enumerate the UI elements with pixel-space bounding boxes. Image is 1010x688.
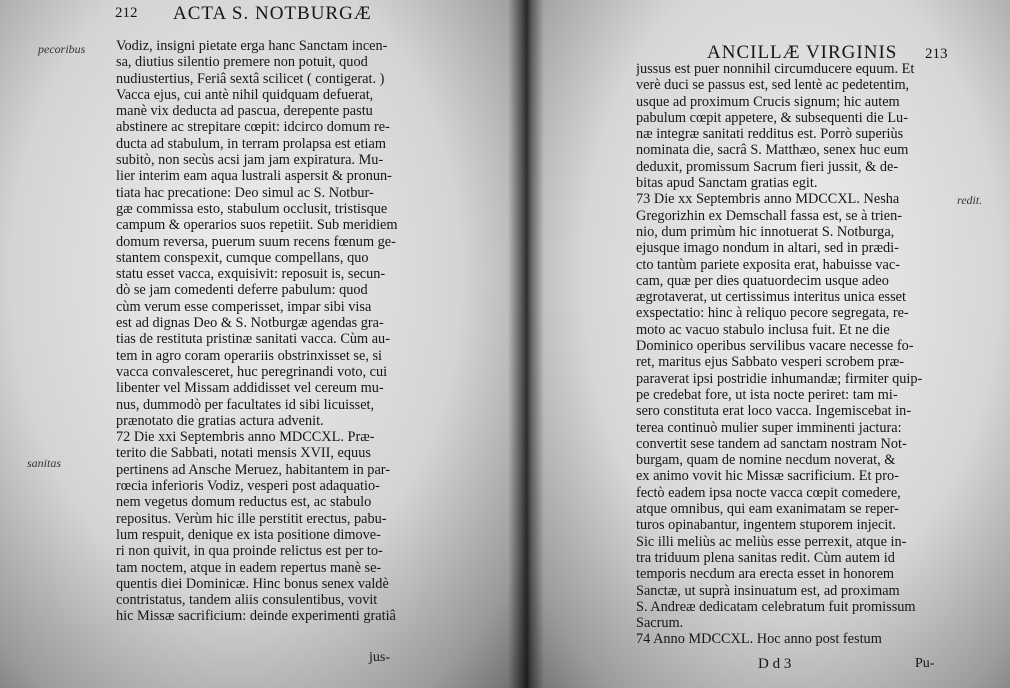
text-line: exspectatio: hinc à reliquo pecore segregata, re- [636,305,909,322]
text-line: subitò, non secùs acsi jam jam expiratura. Mu- [116,152,384,169]
text-line: Gregorizhin ex Demschall fassa est, se à trien- [636,207,902,224]
text-line: temporis necdum ara erecta esset in honorem [636,566,895,583]
text-line: sa, diutius silentio premere non potuit, quod [116,54,368,71]
text-line: prænotato die gratias actura advenit. [116,412,324,429]
text-line: cto tantùm pariete exposita erat, habuisse vac- [636,256,900,273]
left-catchword: jus- [369,650,390,665]
text-line: paraverat ipsi postridie inhumandæ; firmiter quip- [636,370,923,387]
text-line: tam noctem, atque in eadem repertus manè se- [116,559,382,576]
text-line: burgam, quam de nomine necdum noverat, & [636,452,896,469]
text-line: næ integræ sanitati redditus est. Porrò superiùs [636,126,904,143]
text-line: est ad dignas Deo & S. Notburgæ agendas gra- [116,315,384,332]
text-line: ex animo vovit hic Missæ sacrificium. Et pro- [636,468,899,485]
text-line: bitas apud Sanctam gratias egit. [636,175,818,192]
text-line: tias de restituta pristinæ sanitati vacca. Cùm au- [116,331,390,348]
text-line: ri non quivit, in qua proinde relictus est per to- [116,543,383,560]
text-line: ejusque imago nondum in altari, sed in prædi- [636,240,899,257]
right-running-head: ANCILLÆ VIRGINIS [707,42,898,63]
text-line: turos opinabantur, ingentem stuporem injecit. [636,517,896,534]
text-line: hic Missæ sacrificium: deinde experimenti gratiâ [116,608,396,625]
text-line: convertit sese tandem ad sanctam nostram Not- [636,435,907,452]
text-line: 72 Die xxi Septembris anno MDCCXL. Præ- [116,429,375,446]
text-line: lum respuit, denique ex ista positione dimove- [116,526,381,543]
text-line: verè duci se passus est, sed lentè ac pedetentim, [636,77,910,94]
text-line: Vodiz, insigni pietate erga hanc Sanctam incen- [116,38,388,54]
text-line: Dominico operibus servilibus vacare necesse fo- [636,338,914,355]
text-line: ducta ad stabulum, in terram prolapsa est etiam [116,135,386,152]
right-page-body [636,61,948,648]
book-gutter [508,0,544,688]
text-line: ret, maritus ejus Sabbato vesperi scrobem præ- [636,354,904,371]
text-line: dò se jam comedenti deferre pabulum: quod [116,282,368,299]
text-line: ægrotaverat, ut certissimus interitus unica esset [636,289,906,306]
text-line: campum & operarios suos repetiit. Sub meridiem [116,217,398,234]
text-line: libenter vel Missam addidisset vel cereum mu- [116,380,384,397]
text-line: 74 Anno MDCCXL. Hoc anno post festum [636,631,882,648]
right-page-number: 213 [925,46,948,62]
text-line: gæ commissa esto, stabulum occlusit, tristisque [116,200,388,217]
text-line: cam, quæ per dies quatuordecim usque adeo [636,272,889,289]
left-page-body [116,38,408,625]
text-line: pabulum cœpit appetere, & subsequenti die Lu- [636,109,908,126]
text-line: domum reversa, puerum suum recens fœnum ge- [116,233,396,250]
right-catchword: Pu- [915,656,935,671]
text-line: nus, dummodò per facultates id sibi licuisset, [116,396,375,413]
margin-note-redit: redit. [957,193,983,207]
signature-mark: D d 3 [758,656,792,672]
text-line: nio, dum primùm hic innotuerat S. Notburga, [636,223,895,240]
text-line: sero constituta erat loco vacca. Ingemiscebat in- [636,403,912,420]
text-line: contristatus, tandem aliis consulentibus, vovit [116,592,378,609]
text-line: Sanctæ, ut suprà insinuatum est, ad proximam [636,582,900,599]
text-line: Vacca ejus, cui antè nihil quidquam defuerat, [116,86,374,103]
text-line: moto ac vacuo stabulo inclusa fuit. Et ne die [636,321,890,338]
text-line: lier interim eam aqua lustrali aspersit & pronun- [116,168,392,185]
text-line: statu esset vacca, exquisivit: reposuit is, secun- [116,266,386,283]
left-running-head: ACTA S. NOTBURGÆ [173,3,372,24]
right-page [525,0,1010,688]
left-page-number: 212 [115,5,138,21]
margin-note-pecoribus: pecoribus [38,42,86,56]
text-line: Sacrum. [636,615,684,632]
text-line: 73 Die xx Septembris anno MDCCXL. Nesha [636,191,900,208]
text-line: vacca convalesceret, huc peregrinandi voto, cui [116,363,388,380]
text-line: nudiustertius, Feriâ sextâ scilicet ( contigerat. ) [116,70,385,87]
text-line: tra triduum plena sanitas redit. Cùm autem id [636,549,895,566]
text-line: stantem conspexit, cumque compellans, quo [116,249,369,266]
text-line: nominata die, sacrâ S. Matthæo, senex huc eum [636,142,909,159]
text-line: atque omnibus, qui eam exanimatam se reper- [636,501,899,518]
text-line: tiata hac precatione: Deo simul ac S. Notbur- [116,184,374,201]
text-line: pe credebat fore, ut ista nocte periret: tam mi- [636,386,898,403]
text-line: jussus est puer nonnihil circumducere equum. Et [636,61,915,77]
text-line: fectò eadem ipsa nocte vacca cœpit comedere, [636,484,901,501]
text-line: usque ad proximum Crucis signum; hic autem [636,93,900,110]
text-line: manè vix deducta ad pascua, derepente pastu [116,103,373,120]
text-line: terea continuò mulier super imminenti jactura: [636,419,902,436]
text-line: Sic illi meliùs ac meliùs esse perrexit, atque in- [636,533,907,550]
text-line: quentis diei Dominicæ. Hinc bonus senex valdè [116,575,389,592]
text-line: nem vegetus domum reductus est, ac stabulo [116,494,372,511]
text-line: pertinens ad Ansche Meruez, habitantem in par- [116,461,391,478]
text-line: terito die Sabbati, notati mensis XVII, equus [116,445,371,462]
text-line: deduxit, promissum Sacrum fieri jussit, & de- [636,158,899,175]
text-line: repositus. Verùm hic ille perstitit erectus, pabu- [116,510,387,527]
text-line: abstinere ac strepitare cœpit: idcirco domum re- [116,119,390,136]
margin-note-sanitas: sanitas [27,456,62,470]
text-line: rœcia inferioris Vodiz, vesperi post adaquatio- [116,478,380,495]
text-line: cùm verum esse comperisset, impar sibi visa [116,298,372,315]
text-line: S. Andreæ dedicatam celebratum fuit promissum [636,598,916,615]
text-line: tem in agro coram operariis obstrinxisset se, si [116,347,383,364]
